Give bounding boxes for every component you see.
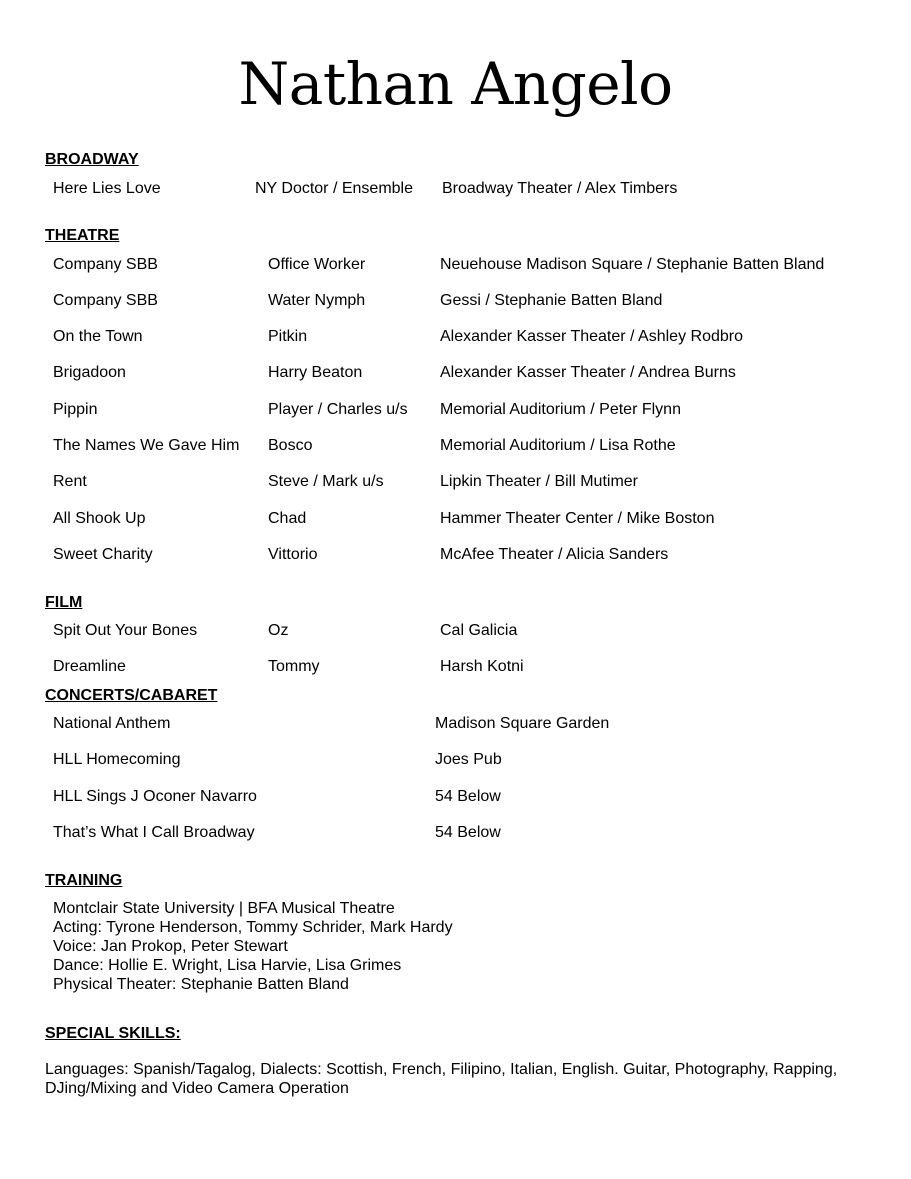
theatre-venue: Lipkin Theater / Bill Mutimer <box>440 473 638 490</box>
film-heading: FILM <box>45 594 83 611</box>
film-title: Spit Out Your Bones <box>53 622 198 639</box>
concert-event: National Anthem <box>53 715 171 732</box>
concert-venue: 54 Below <box>435 824 501 841</box>
concert-venue: Joes Pub <box>435 751 502 768</box>
concert-event: HLL Homecoming <box>53 751 181 768</box>
film-title: Dreamline <box>53 658 126 675</box>
training-line: Physical Theater: Stephanie Batten Bland <box>53 976 349 993</box>
special-skills-text: Languages: Spanish/Tagalog, Dialects: Scottish, French, Filipino, Italian, English. Guitar, Photography, Rapping, DJing/Mixing and Video Camera Operation <box>45 1061 838 1097</box>
theatre-venue: Hammer Theater Center / Mike Boston <box>440 510 715 527</box>
broadway-venue: Broadway Theater / Alex Timbers <box>442 180 678 197</box>
concert-venue: 54 Below <box>435 788 501 805</box>
theatre-venue: McAfee Theater / Alicia Sanders <box>440 546 669 563</box>
theatre-show: Pippin <box>53 401 98 418</box>
theatre-role: Harry Beaton <box>268 364 363 381</box>
theatre-show: The Names We Gave Him <box>53 437 240 454</box>
broadway-heading: BROADWAY <box>45 151 139 168</box>
resume-name: Nathan Angelo <box>238 50 673 118</box>
training-line: Dance: Hollie E. Wright, Lisa Harvie, Lisa Grimes <box>53 957 402 974</box>
theatre-venue: Neuehouse Madison Square / Stephanie Batten Bland <box>440 256 825 273</box>
concerts-heading: CONCERTS/CABARET <box>45 687 218 704</box>
theatre-show: Brigadoon <box>53 364 126 381</box>
theatre-role: Office Worker <box>268 256 366 273</box>
theatre-role: Pitkin <box>268 328 308 345</box>
broadway-role: NY Doctor / Ensemble <box>255 180 413 197</box>
theatre-role: Vittorio <box>268 546 318 563</box>
concert-event: HLL Sings J Oconer Navarro <box>53 788 257 805</box>
theatre-venue: Memorial Auditorium / Peter Flynn <box>440 401 681 418</box>
theatre-show: Rent <box>53 473 87 490</box>
theatre-heading: THEATRE <box>45 227 120 244</box>
theatre-show: Company SBB <box>53 292 158 309</box>
theatre-show: All Shook Up <box>53 510 146 527</box>
training-list <box>53 899 453 994</box>
film-role: Oz <box>268 622 289 639</box>
concert-venue: Madison Square Garden <box>435 715 610 732</box>
theatre-show: On the Town <box>53 328 143 345</box>
theatre-role: Bosco <box>268 437 313 454</box>
theatre-role: Steve / Mark u/s <box>268 473 384 490</box>
film-director: Cal Galicia <box>440 622 518 639</box>
broadway-show: Here Lies Love <box>53 180 161 197</box>
training-line: Montclair State University | BFA Musical Theatre <box>53 900 395 917</box>
theatre-venue: Alexander Kasser Theater / Andrea Burns <box>440 364 736 381</box>
theatre-show: Company SBB <box>53 256 158 273</box>
theatre-role: Chad <box>268 510 307 527</box>
training-heading: TRAINING <box>45 872 123 889</box>
theatre-venue: Gessi / Stephanie Batten Bland <box>440 292 663 309</box>
film-director: Harsh Kotni <box>440 658 524 675</box>
theatre-role: Player / Charles u/s <box>268 401 408 418</box>
film-role: Tommy <box>268 658 320 675</box>
theatre-venue: Memorial Auditorium / Lisa Rothe <box>440 437 676 454</box>
concert-event: That’s What I Call Broadway <box>53 824 255 841</box>
training-line: Voice: Jan Prokop, Peter Stewart <box>53 938 288 955</box>
training-line: Acting: Tyrone Henderson, Tommy Schrider, Mark Hardy <box>53 919 453 936</box>
theatre-role: Water Nymph <box>268 292 366 309</box>
special-skills-heading: SPECIAL SKILLS: <box>45 1025 181 1042</box>
theatre-show: Sweet Charity <box>53 546 153 563</box>
theatre-venue: Alexander Kasser Theater / Ashley Rodbro <box>440 328 743 345</box>
